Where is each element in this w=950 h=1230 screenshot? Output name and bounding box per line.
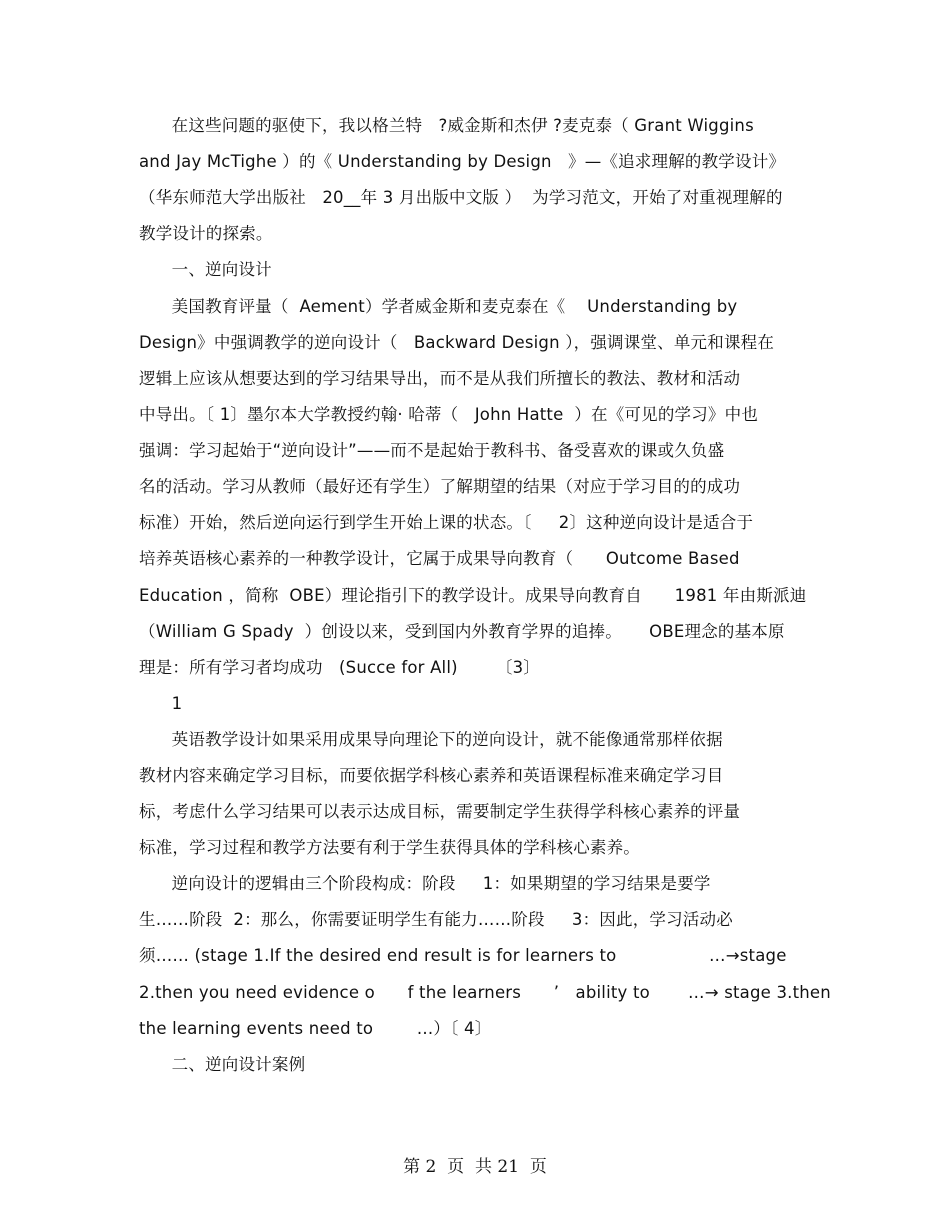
text-line: 一、逆向设计 — [139, 260, 272, 279]
text-line: 生……阶段 2：那么，你需要证明学生有能力……阶段 3：因此，学习活动必 — [139, 910, 733, 929]
text-line: Design》中强调教学的逆向设计（ Backward Design ），强调课堂、单元和课程在 — [139, 333, 775, 352]
text-line: （William G Spady ）创设以来，受到国内外教育学界的追捧。 OBE理念的基本原 — [139, 622, 785, 641]
text-line: 在这些问题的驱使下，我以格兰特 ?威金斯和杰伊 ?麦克泰（ Grant Wiggins — [139, 116, 754, 135]
text-line: （华东师范大学出版社 20__年 3 月出版中文版 ） 为学习范文，开始了对重视理解的 — [139, 188, 783, 207]
text-line: 标准）开始，然后逆向运行到学生开始上课的状态。〔 2〕这种逆向设计是适合于 — [139, 513, 754, 532]
text-line: 1 — [139, 694, 183, 713]
text-line: 英语教学设计如果采用成果导向理论下的逆向设计，就不能像通常那样依据 — [139, 730, 723, 749]
text-line: 教学设计的探索。 — [139, 224, 273, 243]
page-footer: 第 2 页 共 21 页 — [403, 1157, 547, 1177]
text-line: 名的活动。学习从教师（最好还有学生）了解期望的结果（对应于学习目的的成功 — [139, 477, 741, 496]
text-line: 培养英语核心素养的一种教学设计，它属于成果导向教育（ Outcome Based — [139, 549, 740, 568]
text-line: 美国教育评量（ Aement）学者威金斯和麦克泰在《 Understanding by — [139, 297, 738, 316]
text-line: 逆向设计的逻辑由三个阶段构成：阶段 1：如果期望的学习结果是要学 — [139, 874, 711, 893]
text-line: 中导出。〔 1〕墨尔本大学教授约翰· 哈蒂（ John Hatte ）在《可见的学习》中也 — [139, 405, 759, 424]
text-line: and Jay McTighe ）的《 Understanding by Design 》—《追求理解的教学设计》 — [139, 152, 786, 171]
text-line: 2.then you need evidence o f the learners ’ ability to …→ stage 3.then — [139, 983, 831, 1002]
text-line: 标，考虑什么学习结果可以表示达成目标，需要制定学生获得学科核心素养的评量 — [139, 802, 741, 821]
text-line: 二、逆向设计案例 — [139, 1055, 306, 1074]
text-line: 须…… (stage 1.If the desired end result is for learners to …→stage — [139, 946, 787, 965]
text-line: Education ，简称 OBE）理论指引下的教学设计。成果导向教育自 1981 年由斯派迪 — [139, 586, 807, 605]
text-line: 逻辑上应该从想要达到的学习结果导出，而不是从我们所擅长的教法、教材和活动 — [139, 369, 741, 388]
text-line: the learning events need to …）〔 4〕 — [139, 1019, 492, 1038]
text-line: 强调：学习起始于“逆向设计”——而不是起始于教科书、备受喜欢的课或久负盛 — [139, 441, 725, 460]
text-line: 标准，学习过程和教学方法要有利于学生获得具体的学科核心素养。 — [139, 838, 640, 857]
text-line: 理是：所有学习者均成功 (Succe for All) 〔3〕 — [139, 658, 540, 677]
text-line: 教材内容来确定学习目标，而要依据学科核心素养和英语课程标准来确定学习目 — [139, 766, 724, 785]
